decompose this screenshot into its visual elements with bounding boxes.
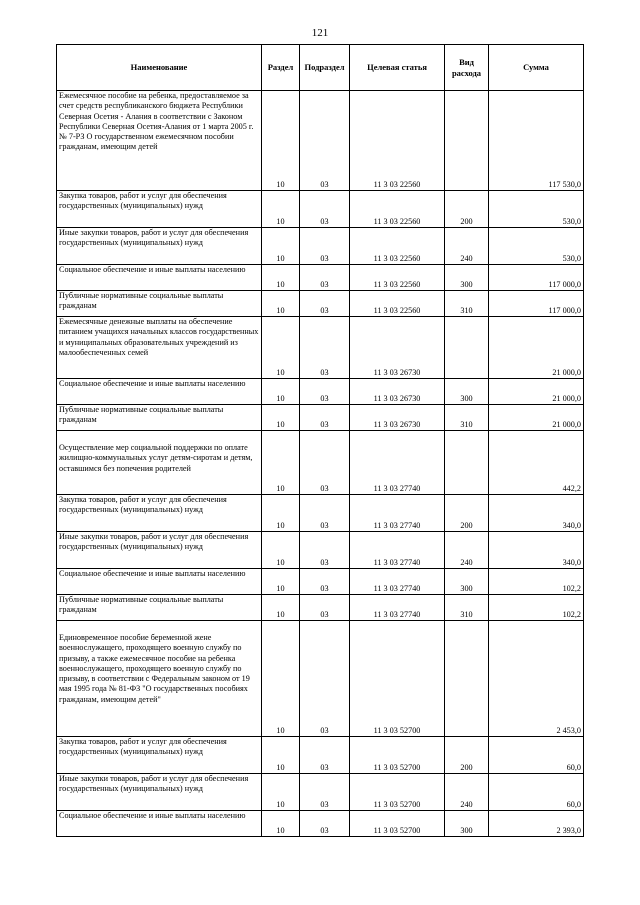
- row-section: 10: [262, 405, 300, 431]
- row-type: 300: [445, 811, 489, 837]
- row-type: 200: [445, 495, 489, 532]
- row-name: Закупка товаров, работ и услуг для обеспечения государственных (муниципальных) нужд: [57, 191, 262, 228]
- row-name: Публичные нормативные социальные выплаты гражданам: [57, 595, 262, 621]
- row-amount: 340,0: [489, 495, 584, 532]
- row-type: 240: [445, 532, 489, 569]
- row-section: 10: [262, 595, 300, 621]
- row-type: 300: [445, 569, 489, 595]
- row-section: 10: [262, 91, 300, 191]
- row-target: 11 3 03 22560: [350, 228, 445, 265]
- row-amount: 117 000,0: [489, 265, 584, 291]
- row-subsection: 03: [300, 431, 350, 495]
- row-amount: 530,0: [489, 191, 584, 228]
- table-row: [57, 265, 584, 291]
- row-type: 300: [445, 379, 489, 405]
- row-subsection: 03: [300, 495, 350, 532]
- row-subsection: 03: [300, 595, 350, 621]
- table-row: [57, 621, 584, 737]
- row-amount: 117 000,0: [489, 291, 584, 317]
- table-header-row: [57, 45, 584, 91]
- table-row: [57, 317, 584, 379]
- table-row: [57, 737, 584, 774]
- row-type: 240: [445, 774, 489, 811]
- row-subsection: 03: [300, 379, 350, 405]
- row-amount: 21 000,0: [489, 317, 584, 379]
- row-section: 10: [262, 532, 300, 569]
- row-name: Публичные нормативные социальные выплаты гражданам: [57, 405, 262, 431]
- row-subsection: 03: [300, 774, 350, 811]
- row-section: 10: [262, 431, 300, 495]
- row-target: 11 3 03 22560: [350, 91, 445, 191]
- row-section: 10: [262, 317, 300, 379]
- row-subsection: 03: [300, 811, 350, 837]
- row-type: 310: [445, 405, 489, 431]
- header-section: Раздел: [262, 45, 300, 91]
- table-row: [57, 532, 584, 569]
- row-amount: 2 393,0: [489, 811, 584, 837]
- table-row: [57, 228, 584, 265]
- header-target: Целевая статья: [350, 45, 445, 91]
- row-section: 10: [262, 621, 300, 737]
- table-row: [57, 595, 584, 621]
- row-name: Социальное обеспечение и иные выплаты населению: [57, 569, 262, 595]
- row-amount: 530,0: [489, 228, 584, 265]
- budget-table: [56, 44, 584, 837]
- table-row: [57, 379, 584, 405]
- row-section: 10: [262, 774, 300, 811]
- row-amount: 60,0: [489, 737, 584, 774]
- row-target: 11 3 03 52700: [350, 621, 445, 737]
- row-amount: 2 453,0: [489, 621, 584, 737]
- row-target: 11 3 03 27740: [350, 495, 445, 532]
- row-section: 10: [262, 737, 300, 774]
- row-target: 11 3 03 26730: [350, 405, 445, 431]
- row-amount: 442,2: [489, 431, 584, 495]
- row-name: Социальное обеспечение и иные выплаты населению: [57, 265, 262, 291]
- row-amount: 340,0: [489, 532, 584, 569]
- table-row: [57, 91, 584, 191]
- row-type: [445, 621, 489, 737]
- row-amount: 102,2: [489, 569, 584, 595]
- row-amount: 102,2: [489, 595, 584, 621]
- row-target: 11 3 03 22560: [350, 291, 445, 317]
- row-target: 11 3 03 27740: [350, 431, 445, 495]
- table-row: [57, 291, 584, 317]
- table-row: [57, 405, 584, 431]
- row-subsection: 03: [300, 737, 350, 774]
- row-type: [445, 431, 489, 495]
- row-name: Закупка товаров, работ и услуг для обеспечения государственных (муниципальных) нужд: [57, 495, 262, 532]
- row-amount: 21 000,0: [489, 405, 584, 431]
- row-name: Иные закупки товаров, работ и услуг для обеспечения государственных (муниципальных) нужд: [57, 774, 262, 811]
- row-name: Ежемесячное пособие на ребенка, предоставляемое за счет средств республиканского бюджета Республики Северная Осетия - Алания в соответствии с Законом Республики Северная Осетия-Алания от 1 марта 2005 г. № 7-РЗ О государственном ежемесячном пособии гражданам, имеющим детей: [57, 91, 262, 191]
- row-target: 11 3 03 26730: [350, 379, 445, 405]
- row-subsection: 03: [300, 191, 350, 228]
- row-amount: 60,0: [489, 774, 584, 811]
- row-subsection: 03: [300, 91, 350, 191]
- row-amount: 117 530,0: [489, 91, 584, 191]
- row-target: 11 3 03 26730: [350, 317, 445, 379]
- row-target: 11 3 03 22560: [350, 265, 445, 291]
- row-type: 300: [445, 265, 489, 291]
- row-name: Иные закупки товаров, работ и услуг для обеспечения государственных (муниципальных) нужд: [57, 228, 262, 265]
- row-type: 240: [445, 228, 489, 265]
- row-name: Закупка товаров, работ и услуг для обеспечения государственных (муниципальных) нужд: [57, 737, 262, 774]
- row-name: Социальное обеспечение и иные выплаты населению: [57, 379, 262, 405]
- row-target: 11 3 03 27740: [350, 595, 445, 621]
- row-subsection: 03: [300, 532, 350, 569]
- table-row: [57, 495, 584, 532]
- header-subsection: Подраздел: [300, 45, 350, 91]
- row-name: Социальное обеспечение и иные выплаты населению: [57, 811, 262, 837]
- row-subsection: 03: [300, 265, 350, 291]
- table-row: [57, 811, 584, 837]
- row-subsection: 03: [300, 569, 350, 595]
- row-section: 10: [262, 191, 300, 228]
- row-section: 10: [262, 265, 300, 291]
- header-amount: Сумма: [489, 45, 584, 91]
- row-type: 310: [445, 291, 489, 317]
- row-type: 310: [445, 595, 489, 621]
- row-target: 11 3 03 27740: [350, 532, 445, 569]
- row-type: [445, 317, 489, 379]
- row-amount: 21 000,0: [489, 379, 584, 405]
- row-name: Публичные нормативные социальные выплаты гражданам: [57, 291, 262, 317]
- row-type: 200: [445, 191, 489, 228]
- table-row: [57, 569, 584, 595]
- row-type: 200: [445, 737, 489, 774]
- row-subsection: 03: [300, 228, 350, 265]
- row-section: 10: [262, 291, 300, 317]
- page-number: 121: [311, 27, 329, 39]
- table-row: [57, 774, 584, 811]
- table-row: [57, 191, 584, 228]
- row-name: Единовременное пособие беременной жене военнослужащего, проходящего военную службу по призыву, а также ежемесячное пособие на ребенка военнослужащего, проходящего военную службу по призыву, в соответствии с Федеральным законом от 19 мая 1995 года № 81-ФЗ "О государственных пособиях гражданам, имеющим детей": [57, 621, 262, 737]
- row-subsection: 03: [300, 405, 350, 431]
- row-target: 11 3 03 52700: [350, 737, 445, 774]
- row-section: 10: [262, 569, 300, 595]
- row-target: 11 3 03 52700: [350, 774, 445, 811]
- row-section: 10: [262, 228, 300, 265]
- row-section: 10: [262, 811, 300, 837]
- row-target: 11 3 03 27740: [350, 569, 445, 595]
- row-section: 10: [262, 495, 300, 532]
- row-type: [445, 91, 489, 191]
- row-name: Ежемесячные денежные выплаты на обеспечение питанием учащихся начальных классов государственных и муниципальных образовательных учреждений из малообеспеченных семей: [57, 317, 262, 379]
- row-subsection: 03: [300, 621, 350, 737]
- row-target: 11 3 03 22560: [350, 191, 445, 228]
- header-type: Вид расхода: [445, 45, 489, 91]
- table-row: [57, 431, 584, 495]
- row-subsection: 03: [300, 291, 350, 317]
- row-subsection: 03: [300, 317, 350, 379]
- row-section: 10: [262, 379, 300, 405]
- row-name: Иные закупки товаров, работ и услуг для обеспечения государственных (муниципальных) нужд: [57, 532, 262, 569]
- row-target: 11 3 03 52700: [350, 811, 445, 837]
- header-name: Наименование: [57, 45, 262, 91]
- row-name: Осуществление мер социальной поддержки по оплате жилищно-коммунальных услуг детям-сиротам и детям, оставшимся без попечения родителей: [57, 431, 262, 495]
